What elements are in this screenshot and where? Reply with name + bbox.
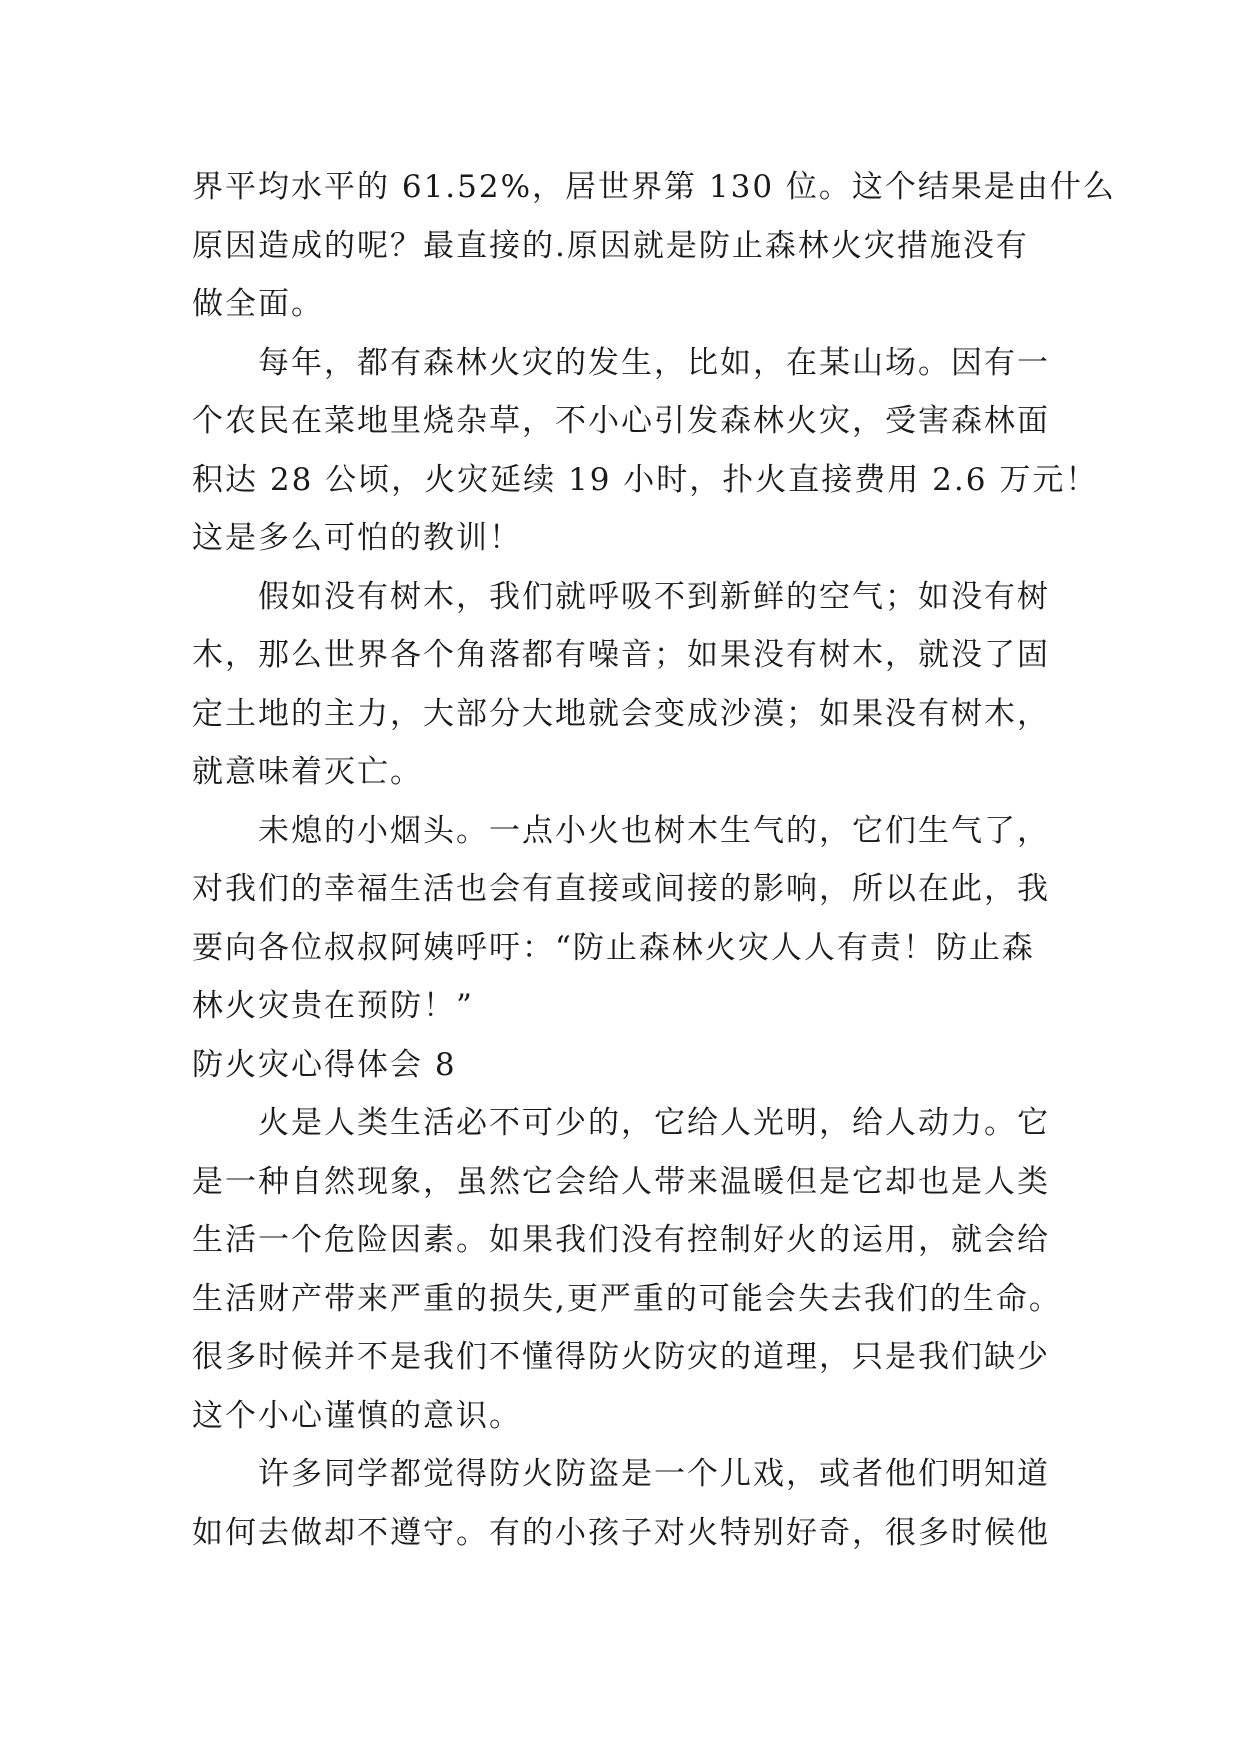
text-line: 生活一个危险因素。如果我们没有控制好火的运用，就会给 xyxy=(192,1222,1050,1258)
text-line: 对我们的幸福生活也会有直接或间接的影响，所以在此，我 xyxy=(192,871,1050,907)
paragraph-3 xyxy=(192,568,1062,802)
text-line: 许多同学都觉得防火防盗是一个儿戏，或者他们明知道 xyxy=(192,1456,1050,1492)
text-line: 如何去做却不遵守。有的小孩子对火特别好奇，很多时候他 xyxy=(192,1514,1050,1551)
text-line: 未熄的小烟头。一点小火也树木生气的，它们生气了， xyxy=(192,812,1050,849)
text-line: 林火灾贵在预防！” xyxy=(192,988,474,1024)
text-line: 要向各位叔叔阿姨呼吁：“防止森林火灾人人有责！防止森 xyxy=(192,929,1035,966)
paragraph-1 xyxy=(192,158,1116,334)
text-line: 这个小心谨慎的意识。 xyxy=(192,1397,522,1434)
section-heading xyxy=(192,1036,1062,1095)
text-line: 积达 28 公顷，火灾延续 19 小时，扑火直接费用 2.6 万元！ xyxy=(192,461,1099,498)
text-line: 生活财产带来严重的损失,更严重的可能会失去我们的生命。 xyxy=(192,1280,1062,1317)
paragraph-5 xyxy=(192,1094,1062,1445)
paragraph-4 xyxy=(192,802,1062,1036)
text-line: 每年，都有森林火灾的发生，比如，在某山场。因有一 xyxy=(192,344,1050,381)
text-line: 界平均水平的 61.52%，居世界第 130 位。这个结果是由什么 xyxy=(192,169,1116,205)
text-line: 火是人类生活必不可少的，它给人光明，给人动力。它 xyxy=(192,1105,1050,1141)
section-title: 防火灾心得体会 8 xyxy=(192,1046,457,1083)
text-line: 假如没有树木，我们就呼吸不到新鲜的空气；如没有树 xyxy=(192,578,1050,615)
paragraph-6 xyxy=(192,1445,1062,1562)
text-line: 木，那么世界各个角落都有噪音；如果没有树木，就没了固 xyxy=(192,637,1050,673)
text-line: 这是多么可怕的教训！ xyxy=(192,520,522,556)
paragraph-2 xyxy=(192,334,1099,568)
text-line: 就意味着灭亡。 xyxy=(192,754,423,790)
text-line: 做全面。 xyxy=(192,286,324,322)
text-line: 定土地的主力，大部分大地就会变成沙漠；如果没有树木， xyxy=(192,695,1050,732)
text-line: 原因造成的呢？最直接的.原因就是防止森林火灾措施没有 xyxy=(192,227,1029,264)
text-line: 是一种自然现象，虽然它会给人带来温暖但是它却也是人类 xyxy=(192,1163,1050,1200)
text-line: 很多时候并不是我们不懂得防火防灾的道理，只是我们缺少 xyxy=(192,1339,1050,1375)
text-line: 个农民在菜地里烧杂草，不小心引发森林火灾，受害森林面 xyxy=(192,403,1050,439)
document-body xyxy=(192,158,1116,1562)
